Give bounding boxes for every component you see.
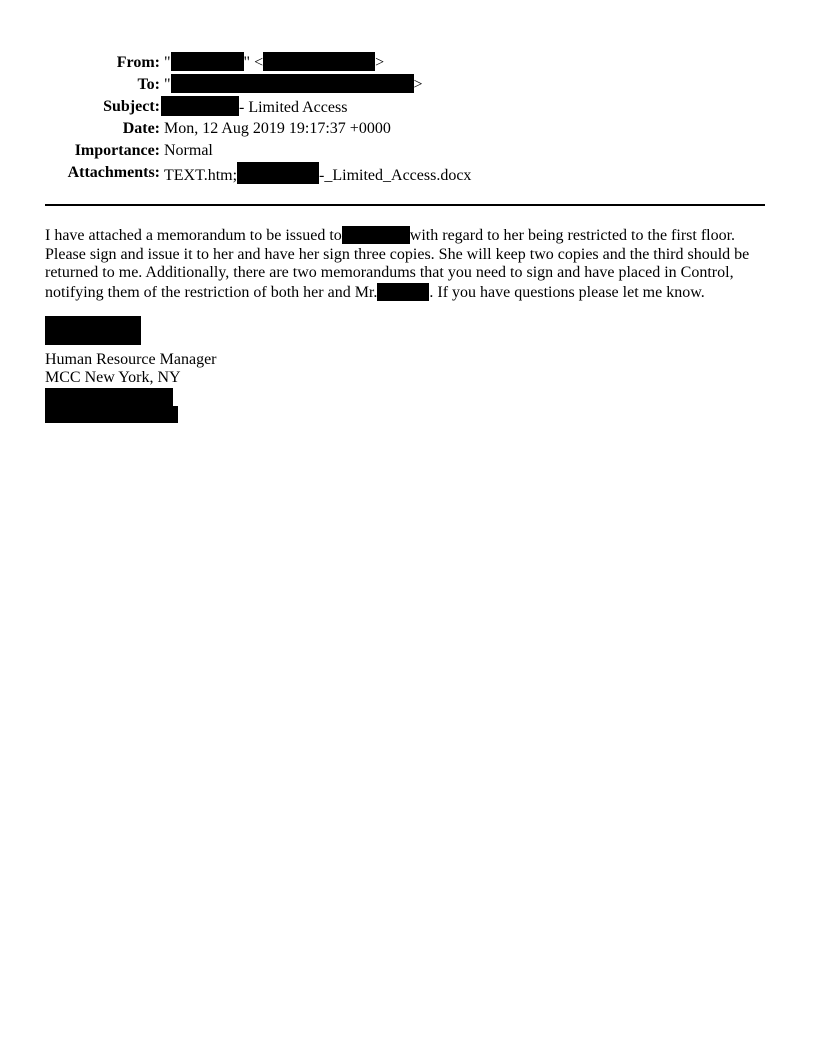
to-value: " > <box>164 76 423 93</box>
from-row <box>0 52 816 74</box>
redaction-box <box>45 406 178 423</box>
redaction-box <box>171 74 414 93</box>
signature-block <box>45 316 217 423</box>
importance-value: Normal <box>164 142 213 159</box>
signature-title: Human Resource Manager <box>45 350 217 368</box>
attachments-row <box>0 162 816 184</box>
redaction-box <box>377 283 429 301</box>
redaction-box <box>342 226 410 244</box>
subject-row <box>0 96 816 118</box>
contact-redacted <box>45 388 217 423</box>
to-row <box>0 74 816 96</box>
date-label: Date: <box>122 120 160 137</box>
signature-location: MCC New York, NY <box>45 369 181 386</box>
redaction-box <box>237 162 319 184</box>
redaction-box <box>263 52 375 71</box>
attachments-label: Attachments: <box>67 164 160 181</box>
subject-label: Subject: <box>103 98 160 115</box>
header-divider <box>45 204 765 206</box>
date-row <box>0 118 816 140</box>
subject-value: - Limited Access <box>161 96 347 119</box>
redaction-box <box>45 316 141 345</box>
sender-name-redacted <box>45 316 217 351</box>
redaction-box <box>45 388 173 406</box>
from-label: From: <box>116 54 160 71</box>
redaction-box <box>171 52 244 71</box>
to-label: To: <box>137 76 160 93</box>
importance-label: Importance: <box>74 142 160 159</box>
email-header <box>0 52 816 184</box>
date-value: Mon, 12 Aug 2019 19:17:37 +0000 <box>164 120 391 137</box>
importance-row <box>0 140 816 162</box>
redaction-box <box>161 96 239 116</box>
message-body <box>45 226 770 302</box>
attachments-value: TEXT.htm; -_Limited_Access.docx <box>164 162 471 187</box>
message-paragraph: I have attached a memorandum to be issued to with regard to her being restricted to the first floor. Please sign and issue it to her and have her sign three copies. She will keep two copies and the third should be returned to me. Additionally, there are two memorandums that you need to sign and have placed in Control, notifying them of the restriction of both her and Mr. . If you have questions please let me know. <box>45 227 750 301</box>
from-value: " " < > <box>164 54 385 71</box>
